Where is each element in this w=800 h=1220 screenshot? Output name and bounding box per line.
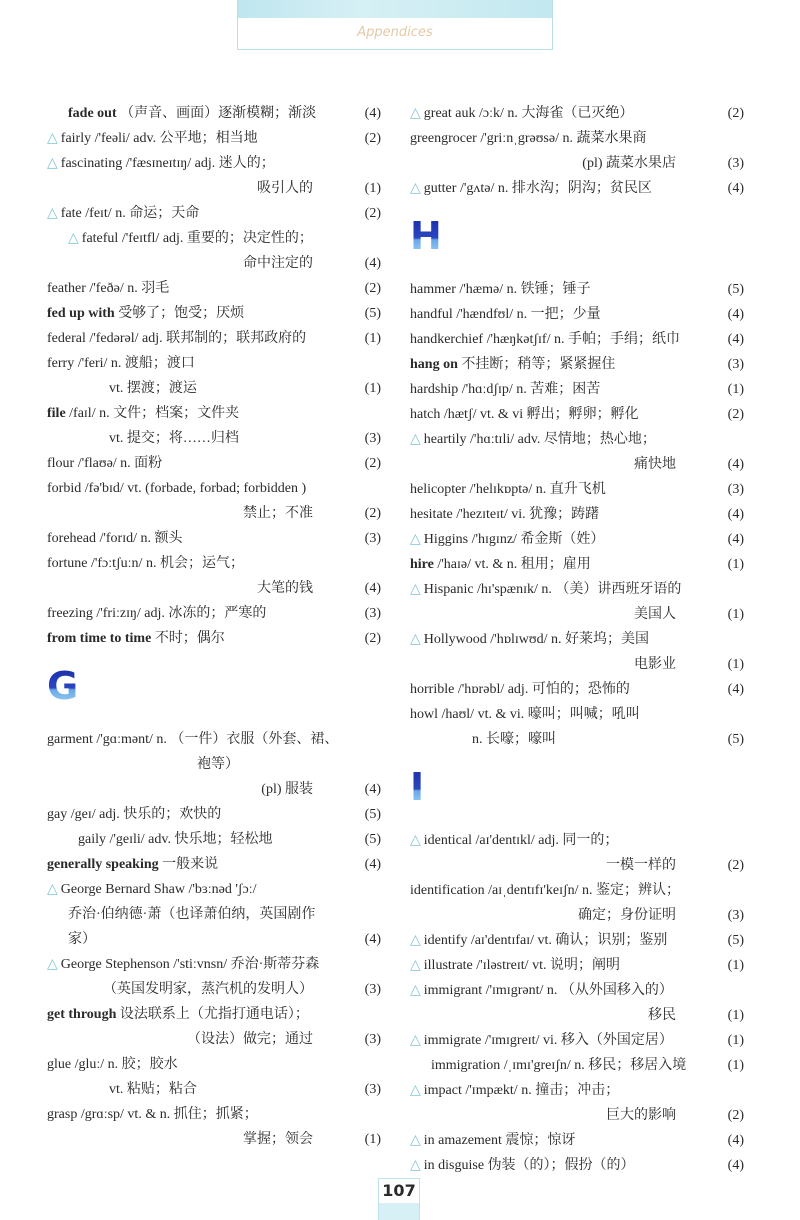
unit-number: (3) xyxy=(727,156,744,171)
glossary-line xyxy=(47,1102,381,1127)
definition: /'hɒrəbl/ adj. 可怕的；恐怖的 xyxy=(454,682,630,697)
glossary-line xyxy=(47,501,381,526)
definition: 设法联系上（尤指打通电话）； xyxy=(116,1007,309,1022)
glossary-line xyxy=(47,126,381,151)
triangle-icon: △ xyxy=(410,432,421,447)
glossary-line xyxy=(47,977,381,1002)
headword: grasp xyxy=(47,1107,78,1122)
glossary-line xyxy=(410,953,744,978)
headword: federal xyxy=(47,331,86,346)
glossary-line xyxy=(410,327,744,352)
appendices-header xyxy=(237,0,553,50)
headword: impact xyxy=(423,1083,462,1098)
definition: /'fɔːtʃuːn/ n. 机会；运气； xyxy=(87,556,244,571)
header-band xyxy=(238,0,552,18)
glossary-line xyxy=(410,176,744,201)
unit-number: (4) xyxy=(727,332,744,347)
definition: 一模一样的 xyxy=(606,858,676,873)
headword: George Stephenson xyxy=(60,957,170,972)
headword: great auk xyxy=(423,106,476,121)
definition: /'gɑːmənt/ n. （一件）衣服（外套、裙、 xyxy=(92,732,339,747)
unit-number: (1) xyxy=(364,331,381,346)
glossary-line xyxy=(410,126,744,151)
glossary-line xyxy=(410,302,744,327)
unit-number: (3) xyxy=(364,431,381,446)
definition: /aɪˌdentɪfɪ'keɪʃn/ n. 鉴定；辨认； xyxy=(484,883,681,898)
headword: freezing xyxy=(47,606,93,621)
unit-number: (2) xyxy=(364,506,381,521)
definition: /'friːzɪŋ/ adj. 冰冻的；严寒的 xyxy=(92,606,267,621)
headword: Hispanic xyxy=(423,582,474,597)
definition: 痛快地 xyxy=(634,457,676,472)
definition: /'hɑːtɪli/ adv. 尽情地；热心地； xyxy=(466,432,656,447)
definition: /'ɪmɪgreɪt/ vi. 移入（外国定居） xyxy=(481,1033,673,1048)
definition: /hɪ'spænɪk/ n. （美）讲西班牙语的 xyxy=(473,582,682,597)
section-letter-glyph: I xyxy=(410,765,425,809)
glossary-line xyxy=(47,877,381,902)
definition: /ˌɪmɪ'greɪʃn/ n. 移民；移居入境 xyxy=(500,1058,687,1073)
headword: greengrocer xyxy=(410,131,477,146)
glossary-line xyxy=(410,427,744,452)
unit-number: (2) xyxy=(364,456,381,471)
headword: file xyxy=(47,406,66,421)
headword: from time to time xyxy=(47,631,152,646)
glossary-column-left xyxy=(47,101,381,1152)
glossary-line xyxy=(410,151,744,176)
definition: 大笔的钱 xyxy=(257,581,313,596)
glossary-line xyxy=(410,352,744,377)
headword: forbid xyxy=(47,481,82,496)
header-title: Appendices xyxy=(357,25,433,40)
glossary-line xyxy=(47,852,381,877)
definition: (pl) 服装 xyxy=(261,782,313,797)
definition: /haʊl/ vt. & vi. 嚎叫；叫喊；吼叫 xyxy=(438,707,640,722)
headword: garment xyxy=(47,732,93,747)
definition: /gluː/ n. 胶；胶水 xyxy=(71,1057,178,1072)
glossary-line xyxy=(47,927,381,952)
glossary-line xyxy=(47,376,381,401)
definition: /'fæsɪneɪtɪŋ/ adj. 迷人的； xyxy=(122,156,275,171)
unit-number: (3) xyxy=(727,357,744,372)
definition: /'hændfʊl/ n. 一把；少量 xyxy=(452,307,601,322)
glossary-line xyxy=(410,928,744,953)
triangle-icon: △ xyxy=(47,206,58,221)
headword: heartily xyxy=(423,432,467,447)
unit-number: (1) xyxy=(727,607,744,622)
glossary-line xyxy=(47,1002,381,1027)
definition: /faɪl/ n. 文件；档案；文件夹 xyxy=(65,406,240,421)
glossary-line xyxy=(47,101,381,126)
triangle-icon: △ xyxy=(410,181,421,196)
glossary-line xyxy=(410,1053,744,1078)
unit-number: (4) xyxy=(364,932,381,947)
definition: （英国发明家，蒸汽机的发明人） xyxy=(103,982,313,997)
headword: fascinating xyxy=(60,156,123,171)
unit-number: (5) xyxy=(364,832,381,847)
glossary-line xyxy=(47,526,381,551)
headword: handful xyxy=(410,307,453,322)
definition: 伪装（的）；假扮（的） xyxy=(484,1158,635,1173)
headword: hardship xyxy=(410,382,459,397)
glossary-line xyxy=(410,1153,744,1178)
triangle-icon: △ xyxy=(47,131,58,146)
definition: /geɪ/ adj. 快乐的；欢快的 xyxy=(67,807,222,822)
headword: hire xyxy=(410,557,434,572)
glossary-line xyxy=(47,326,381,351)
glossary-line xyxy=(410,853,744,878)
glossary-line xyxy=(47,1052,381,1077)
definition: /'hæmə/ n. 铁锤；锤子 xyxy=(455,282,591,297)
section-letter-i xyxy=(410,752,744,828)
glossary-line xyxy=(47,276,381,301)
triangle-icon: △ xyxy=(47,882,58,897)
unit-number: (1) xyxy=(727,557,744,572)
definition: /'hezɪteɪt/ vi. 犹豫；踌躇 xyxy=(452,507,600,522)
definition: /ɔːk/ n. 大海雀（已灭绝） xyxy=(475,106,634,121)
headword: howl xyxy=(410,707,438,722)
glossary-line xyxy=(47,1077,381,1102)
unit-number: (1) xyxy=(727,382,744,397)
glossary-line xyxy=(47,201,381,226)
unit-number: (3) xyxy=(364,531,381,546)
glossary-line xyxy=(410,652,744,677)
definition: /'feri/ n. 渡船；渡口 xyxy=(74,356,195,371)
unit-number: (3) xyxy=(364,606,381,621)
headword: fairly xyxy=(60,131,92,146)
definition: /'fedərəl/ adj. 联邦制的；联邦政府的 xyxy=(85,331,307,346)
glossary-line xyxy=(410,527,744,552)
unit-number: (4) xyxy=(727,507,744,522)
headword: identical xyxy=(423,833,472,848)
triangle-icon: △ xyxy=(47,156,58,171)
unit-number: (1) xyxy=(727,958,744,973)
glossary-line xyxy=(47,176,381,201)
definition: 确定；身份证明 xyxy=(578,908,676,923)
glossary-line xyxy=(410,552,744,577)
section-letter-glyph: H xyxy=(410,214,442,258)
triangle-icon: △ xyxy=(410,1083,421,1098)
headword: identify xyxy=(423,933,468,948)
triangle-icon: △ xyxy=(410,983,421,998)
unit-number: (3) xyxy=(364,1032,381,1047)
unit-number: (4) xyxy=(364,106,381,121)
section-letter-g xyxy=(47,651,381,727)
unit-number: (5) xyxy=(727,732,744,747)
glossary-line xyxy=(47,351,381,376)
unit-number: (5) xyxy=(727,933,744,948)
unit-number: (3) xyxy=(364,1082,381,1097)
headword: in disguise xyxy=(423,1158,485,1173)
glossary-line xyxy=(47,576,381,601)
glossary-column-right xyxy=(410,101,744,1178)
unit-number: (4) xyxy=(727,181,744,196)
headword: flour xyxy=(47,456,75,471)
triangle-icon: △ xyxy=(410,833,421,848)
definition: /'feðə/ n. 羽毛 xyxy=(85,281,170,296)
glossary-line xyxy=(410,627,744,652)
definition: vt. 粘贴；粘合 xyxy=(109,1082,197,1097)
glossary-line xyxy=(410,402,744,427)
unit-number: (2) xyxy=(364,631,381,646)
headword: feather xyxy=(47,281,86,296)
definition: 受够了；饱受；厌烦 xyxy=(114,306,245,321)
unit-number: (1) xyxy=(727,657,744,672)
headword: generally speaking xyxy=(47,857,159,872)
glossary-line xyxy=(47,226,381,251)
glossary-line xyxy=(410,1103,744,1128)
headword: fate xyxy=(60,206,82,221)
headword: handkerchief xyxy=(410,332,484,347)
headword: glue xyxy=(47,1057,72,1072)
definition: /'flaʊə/ n. 面粉 xyxy=(74,456,163,471)
glossary-line xyxy=(410,903,744,928)
triangle-icon: △ xyxy=(410,958,421,973)
section-letter-glyph: G xyxy=(47,664,79,708)
definition: /'stiːvnsn/ 乔治·斯蒂芬森 xyxy=(169,957,320,972)
unit-number: (1) xyxy=(727,1058,744,1073)
triangle-icon: △ xyxy=(410,1158,421,1173)
glossary-line xyxy=(47,1027,381,1052)
unit-number: (5) xyxy=(364,306,381,321)
section-letter-h xyxy=(410,201,744,277)
unit-number: (4) xyxy=(364,581,381,596)
glossary-line xyxy=(410,477,744,502)
unit-number: (1) xyxy=(364,181,381,196)
definition: 吸引人的 xyxy=(257,181,313,196)
glossary-line xyxy=(47,551,381,576)
glossary-line xyxy=(47,952,381,977)
unit-number: (1) xyxy=(364,1132,381,1147)
headword: hatch xyxy=(410,407,441,422)
glossary-line xyxy=(47,401,381,426)
headword: get through xyxy=(47,1007,117,1022)
headword: illustrate xyxy=(423,958,473,973)
headword: identification xyxy=(410,883,485,898)
headword: gaily xyxy=(78,832,106,847)
definition: n. 长嚎；嚎叫 xyxy=(472,732,556,747)
definition: 美国人 xyxy=(634,607,676,622)
definition: /hætʃ/ vt. & vi 孵出；孵卵；孵化 xyxy=(440,407,639,422)
definition: /'hɒlɪwʊd/ n. 好莱坞；美国 xyxy=(486,632,649,647)
unit-number: (4) xyxy=(727,532,744,547)
glossary-line xyxy=(410,978,744,1003)
unit-number: (4) xyxy=(727,307,744,322)
headword: horrible xyxy=(410,682,455,697)
definition: 家） xyxy=(68,932,96,947)
headword: in amazement xyxy=(423,1133,502,1148)
unit-number: (4) xyxy=(727,457,744,472)
unit-number: (4) xyxy=(364,256,381,271)
glossary-line xyxy=(47,777,381,802)
definition: （设法）做完；通过 xyxy=(187,1032,313,1047)
headword: Higgins xyxy=(423,532,469,547)
definition: vt. 提交；将……归档 xyxy=(109,431,239,446)
definition: /'ɪmpækt/ n. 撞击；冲击； xyxy=(461,1083,620,1098)
glossary-line xyxy=(410,101,744,126)
unit-number: (4) xyxy=(727,682,744,697)
headword: gay xyxy=(47,807,68,822)
glossary-line xyxy=(410,277,744,302)
definition: /aɪ'dentɪkl/ adj. 同一的； xyxy=(471,833,619,848)
glossary-line xyxy=(47,1127,381,1152)
definition: 一般来说 xyxy=(158,857,219,872)
unit-number: (4) xyxy=(364,857,381,872)
definition: /'griːnˌgrəʊsə/ n. 蔬菜水果商 xyxy=(476,131,647,146)
definition: 不时；偶尔 xyxy=(151,631,225,646)
glossary-line xyxy=(47,902,381,927)
definition: 掌握；领会 xyxy=(243,1132,313,1147)
definition: /grɑːsp/ vt. & n. 抓住；抓紧； xyxy=(77,1107,258,1122)
definition: 乔治·伯纳德·萧（也译萧伯纳，英国剧作 xyxy=(68,907,316,922)
unit-number: (4) xyxy=(727,1133,744,1148)
triangle-icon: △ xyxy=(410,582,421,597)
glossary-line xyxy=(410,1003,744,1028)
headword: fed up with xyxy=(47,306,115,321)
triangle-icon: △ xyxy=(410,1033,421,1048)
glossary-line xyxy=(410,878,744,903)
headword: fade out xyxy=(68,106,117,121)
glossary-line xyxy=(410,1128,744,1153)
unit-number: (4) xyxy=(727,1158,744,1173)
unit-number: (2) xyxy=(727,106,744,121)
definition: /'bɜːnəd 'ʃɔː/ xyxy=(184,882,257,897)
glossary-line xyxy=(410,1078,744,1103)
triangle-icon: △ xyxy=(410,632,421,647)
definition: /'feɪtfl/ adj. 重要的；决定性的； xyxy=(118,231,313,246)
unit-number: (2) xyxy=(364,281,381,296)
glossary-line xyxy=(410,727,744,752)
glossary-line xyxy=(47,752,381,777)
glossary-line xyxy=(410,577,744,602)
headword: George Bernard Shaw xyxy=(60,882,185,897)
triangle-icon: △ xyxy=(68,231,79,246)
glossary-line xyxy=(47,802,381,827)
definition: （声音、画面）逐渐模糊；渐淡 xyxy=(116,106,317,121)
unit-number: (2) xyxy=(727,1108,744,1123)
triangle-icon: △ xyxy=(410,106,421,121)
unit-number: (3) xyxy=(727,908,744,923)
unit-number: (5) xyxy=(364,807,381,822)
glossary-line xyxy=(47,426,381,451)
glossary-line xyxy=(47,827,381,852)
definition: /'ɪləstreɪt/ vt. 说明；阐明 xyxy=(472,958,620,973)
unit-number: (1) xyxy=(727,1008,744,1023)
definition: /'feəli/ adv. 公平地；相当地 xyxy=(91,131,258,146)
unit-number: (1) xyxy=(364,381,381,396)
definition: 不挂断；稍等；紧紧握住 xyxy=(457,357,616,372)
page-number-box xyxy=(378,1178,420,1220)
glossary-line xyxy=(47,727,381,752)
headword: hang on xyxy=(410,357,458,372)
glossary-line xyxy=(410,377,744,402)
glossary-line xyxy=(410,677,744,702)
glossary-line xyxy=(47,626,381,651)
page-number: 107 xyxy=(379,1179,419,1203)
unit-number: (2) xyxy=(364,206,381,221)
headword: immigration xyxy=(431,1058,501,1073)
unit-number: (5) xyxy=(727,282,744,297)
glossary-line xyxy=(47,251,381,276)
headword: forehead xyxy=(47,531,96,546)
definition: /'haɪə/ vt. & n. 租用；雇用 xyxy=(433,557,591,572)
definition: /'hɪgɪnz/ 希金斯（姓） xyxy=(468,532,605,547)
definition: 命中注定的 xyxy=(243,256,313,271)
glossary-line xyxy=(410,1028,744,1053)
unit-number: (2) xyxy=(727,407,744,422)
definition: 禁止；不准 xyxy=(243,506,313,521)
headword: ferry xyxy=(47,356,75,371)
glossary-line xyxy=(47,151,381,176)
glossary-line xyxy=(47,301,381,326)
definition: /'geɪli/ adv. 快乐地；轻松地 xyxy=(106,832,273,847)
headword: fortune xyxy=(47,556,88,571)
headword: gutter xyxy=(423,181,457,196)
headword: hammer xyxy=(410,282,456,297)
glossary-line xyxy=(410,602,744,627)
definition: 移民 xyxy=(648,1008,676,1023)
definition: /fə'bɪd/ vt. (forbade, forbad; forbidden ) xyxy=(81,481,307,496)
glossary-line xyxy=(410,502,744,527)
glossary-line xyxy=(410,702,744,727)
definition: /feɪt/ n. 命运；天命 xyxy=(81,206,200,221)
definition: /'hɑːdʃɪp/ n. 苦难；困苦 xyxy=(458,382,601,397)
definition: /aɪ'dentɪfaɪ/ vt. 确认；识别；鉴别 xyxy=(467,933,668,948)
headword: immigrate xyxy=(423,1033,482,1048)
glossary-line xyxy=(47,451,381,476)
triangle-icon: △ xyxy=(47,957,58,972)
definition: /'gʌtə/ n. 排水沟；阴沟；贫民区 xyxy=(456,181,652,196)
definition: /'ɪmɪgrənt/ n. （从外国移入的） xyxy=(482,983,673,998)
triangle-icon: △ xyxy=(410,1133,421,1148)
triangle-icon: △ xyxy=(410,933,421,948)
headword: Hollywood xyxy=(423,632,487,647)
glossary-line xyxy=(47,601,381,626)
definition: 袍等） xyxy=(197,757,239,772)
unit-number: (2) xyxy=(727,858,744,873)
unit-number: (1) xyxy=(727,1033,744,1048)
unit-number: (2) xyxy=(364,131,381,146)
definition: 电影业 xyxy=(634,657,676,672)
definition: 巨大的影响 xyxy=(606,1108,676,1123)
glossary-line xyxy=(47,476,381,501)
unit-number: (4) xyxy=(364,782,381,797)
definition: (pl) 蔬菜水果店 xyxy=(582,156,676,171)
headword: immigrant xyxy=(423,983,483,998)
unit-number: (3) xyxy=(364,982,381,997)
headword: hesitate xyxy=(410,507,453,522)
headword: helicopter xyxy=(410,482,466,497)
definition: 震惊；惊讶 xyxy=(501,1133,576,1148)
glossary-line xyxy=(410,828,744,853)
glossary-line xyxy=(410,452,744,477)
definition: /'forɪd/ n. 额头 xyxy=(95,531,183,546)
unit-number: (3) xyxy=(727,482,744,497)
definition: vt. 摆渡；渡运 xyxy=(109,381,197,396)
triangle-icon: △ xyxy=(410,532,421,547)
definition: /'hæŋkətʃɪf/ n. 手帕；手绢；纸巾 xyxy=(483,332,680,347)
headword: fateful xyxy=(81,231,119,246)
definition: /'helɪkɒptə/ n. 直升飞机 xyxy=(465,482,606,497)
